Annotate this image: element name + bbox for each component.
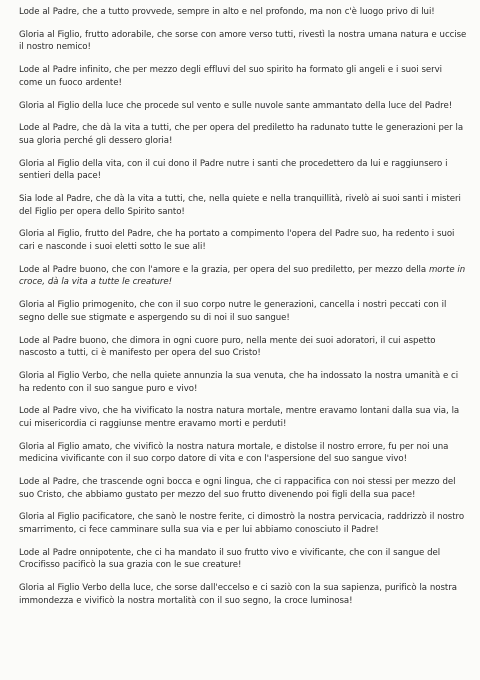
paragraph-text: Lode al Padre onnipotente, che ci ha mandato il suo frutto vivo e vivificante, che con il sangue del Crocifisso pacificò la sua grazia con le sue creature! [19,547,441,571]
paragraph-text: Lode al Padre infinito, che per mezzo degli effluvi del suo spirito ha formato gli angeli e i suoi servi come un fuoco ardente! [19,65,442,88]
paragraph-text: Sia lode al Padre, che dà la vita a tutti, che, nella quiete e nella tranquillità, rivelò ai suoi santi i misteri del Figlio per opera dello Spirito santo! [19,194,461,217]
paragraph-11 [19,335,468,360]
paragraph-text: Gloria al Figlio primogenito, che con il suo corpo nutre le generazioni, cancella i nostri peccati con il segno delle sue stigmate e aspergendo su di noi il suo sangue! [19,300,447,323]
paragraph-18 [19,582,468,607]
paragraph-text: Gloria al Figlio pacificatore, che sanò le nostre ferite, ci dimostrò la nostra pervicacia, raddrizzò il nostro smarrimento, ci fece camminare sulla sua via e per lui abbiamo conosciuto il Padre! [19,512,465,536]
paragraph-13 [19,405,468,430]
paragraph-text: Lode al Padre buono, che con l'amore e la grazia, per opera del suo prediletto, per mezzo della [19,264,429,275]
paragraph-text: Gloria al Figlio Verbo, che nella quiete annunzia la sua venuta, che ha indossato la nostra umanità e ci ha redento con il suo sangue puro e vivo! [19,370,459,394]
paragraph-text: Lode al Padre, che dà la vita a tutti, che per opera del prediletto ha radunato tutte le generazioni per la sua gloria perché gli dessero gloria! [19,123,464,146]
paragraph-2 [19,29,468,54]
paragraph-3 [19,64,468,89]
paragraph-10 [19,299,468,324]
paragraph-text: Gloria al Figlio della luce che procede sul vento e sulle nuvole sante ammantato della luce del Padre! [19,100,453,111]
paragraph-6 [19,158,468,183]
paragraph-7 [19,193,468,218]
paragraph-text: Lode al Padre, che a tutto provvede, sempre in alto e nel profondo, ma non c'è luogo privo di lui! [19,7,435,17]
paragraph-15 [19,476,468,501]
paragraph-8 [19,228,468,253]
paragraph-text: Gloria al Figlio della vita, con il cui dono il Padre nutre i santi che procedettero da lui e raggiunsero i sentieri della pace! [19,158,448,182]
paragraph-text: Gloria al Figlio Verbo della luce, che sorse dall'eccelso e ci saziò con la sua sapienza, purificò la nostra immondezza e vivificò la nostra mortalità con il suo segno, la croce luminosa! [19,583,457,606]
paragraph-text: Lode al Padre vivo, che ha vivificato la nostra natura mortale, mentre eravamo lontani dalla sua via, la cui misericordia ci raggiunse mentre eravamo morti e perduti! [19,406,460,429]
paragraph-12 [19,370,468,395]
paragraph-text: Lode al Padre buono, che dimora in ogni cuore puro, nella mente dei suoi adoratori, il cui aspetto nascosto a tutti, ci è manifesto per opera del suo Cristo! [19,335,436,359]
paragraph-5 [19,122,468,147]
paragraph-text: Gloria al Figlio, frutto adorabile, che sorse con amore verso tutti, rivestì la nostra umana natura e uccise il nostro nemico! [19,29,467,53]
paragraph-14 [19,441,468,466]
paragraph-1 [19,6,468,19]
paragraph-17 [19,547,468,572]
paragraph-text: Lode al Padre, che trascende ogni bocca e ogni lingua, che ci rappacifica con noi stessi per mezzo del suo Cristo, che abbiamo gustato per mezzo del suo frutto divenendo poi figli della sua pace! [19,477,456,500]
paragraph-text: Gloria al Figlio amato, che vivificò la nostra natura mortale, e distolse il nostro errore, fu per noi una medicina vivificante con il suo corpo datore di vita e con l'aspersione del suo sangue vivo! [19,441,449,465]
paragraph-16 [19,511,468,536]
paragraph-text: Gloria al Figlio, frutto del Padre, che ha portato a compimento l'opera del Padre suo, ha redento i suoi cari e nasconde i suoi eletti sotto le sue ali! [19,229,455,253]
paragraph-9 [19,264,468,289]
paragraph-italic-text: morte in croce, dà la vita a tutte le creature! [19,264,466,288]
paragraph-4 [19,100,468,113]
